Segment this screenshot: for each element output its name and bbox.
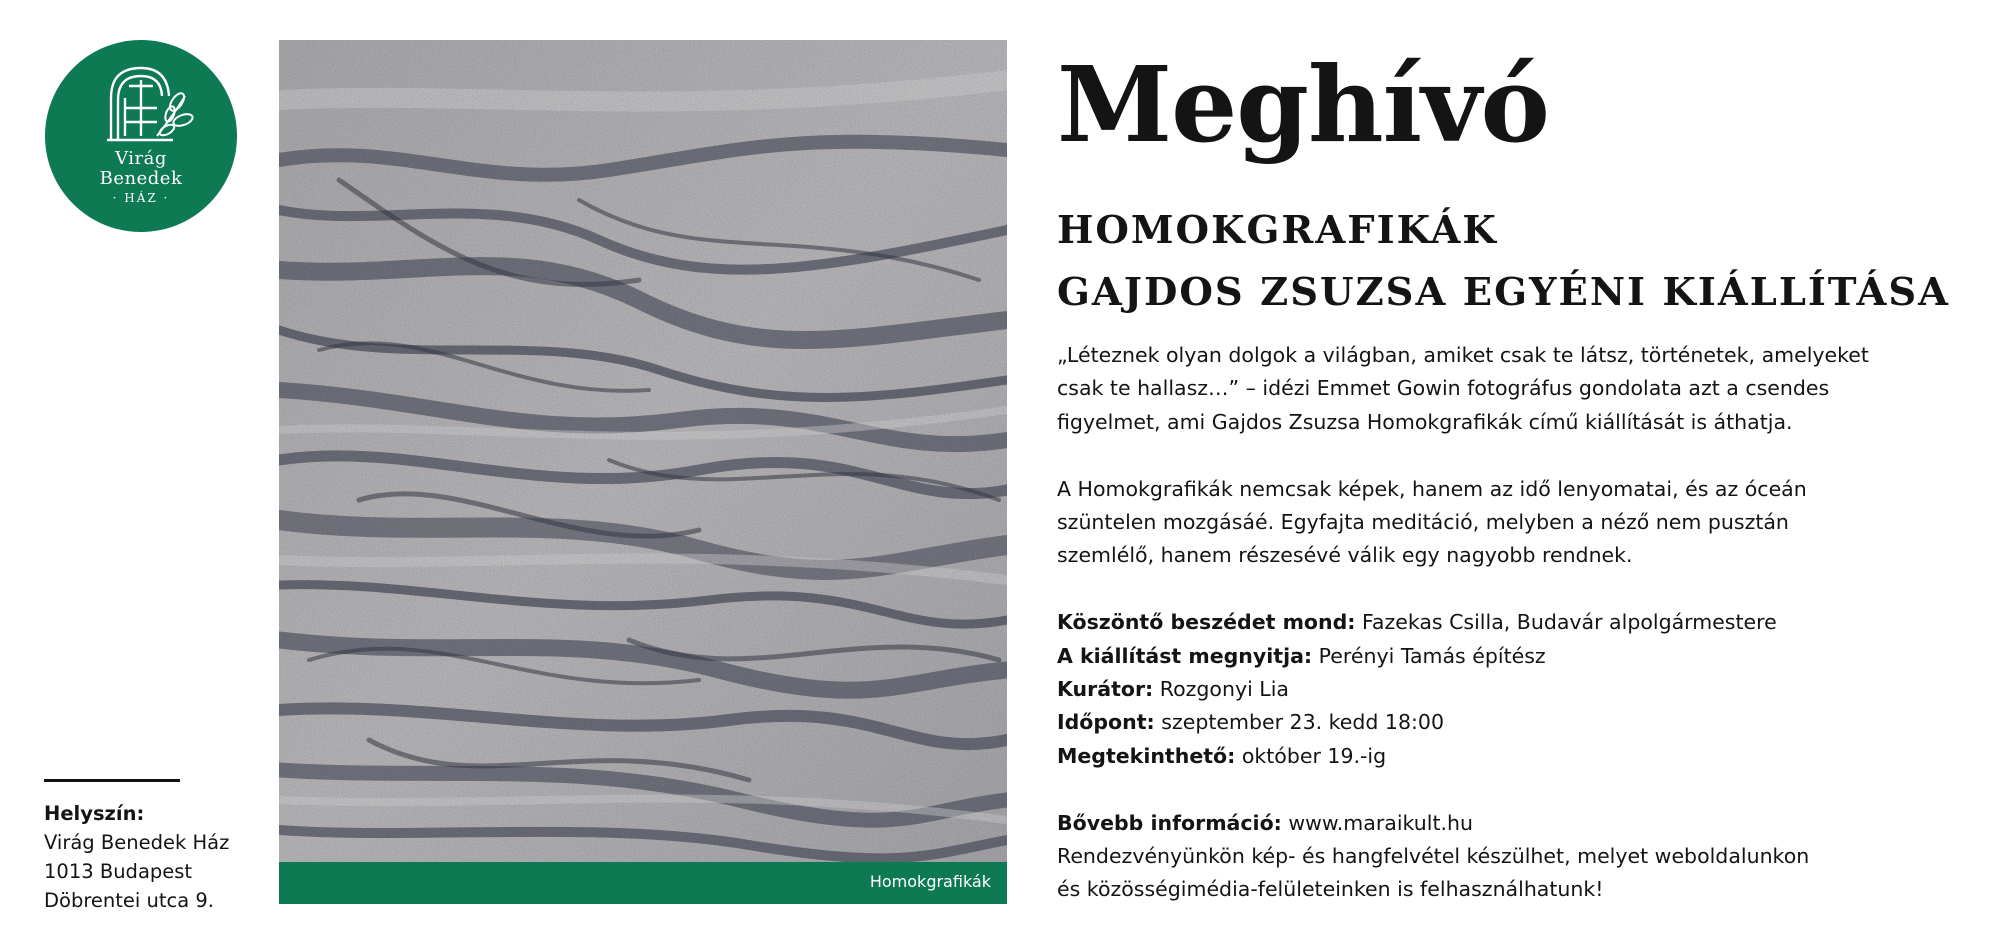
description-line: szemlélő, hanem részesévé válik egy nagyobb rendnek. [1057, 543, 1633, 568]
detail-label: Megtekinthető: [1057, 743, 1236, 768]
exhibition-photo-frame [279, 40, 1007, 904]
venue-label: Helyszín: [44, 802, 145, 825]
more-info-link[interactable]: www.maraikult.hu [1281, 810, 1473, 835]
detail-label: Köszöntő beszédet mond: [1057, 610, 1356, 635]
sand-graphic-photo [279, 40, 1007, 862]
recording-notice-line: és közösségimédia-felületeinken is felhasználhatunk! [1057, 877, 1604, 902]
more-info-label: Bővebb információ: [1057, 810, 1282, 835]
detail-time [1057, 706, 1977, 739]
detail-value: október 19.-ig [1235, 743, 1387, 768]
quote-line: „Léteznek olyan dolgok a világban, amiket csak te látsz, történetek, amelyeket [1057, 343, 1869, 367]
photo-caption: Homokgrafikák [869, 872, 991, 891]
venue-divider [44, 779, 180, 782]
quote-line: csak te hallasz…” – idézi Emmet Gowin fotográfus gondolata azt a csendes [1057, 376, 1830, 401]
logo-line-2: Benedek [99, 168, 183, 189]
venue-street: Döbrentei utca 9. [44, 889, 215, 912]
logo [45, 40, 237, 232]
subtitle-line-1: HOMOKGRAFIKÁK [1057, 208, 1498, 253]
recording-notice-line: Rendezvényünkön kép- és hangfelvétel készülhet, melyet weboldalunkon [1057, 844, 1810, 869]
detail-value: Fazekas Csilla, Budavár alpolgármestere [1355, 610, 1777, 635]
exhibition-subtitle [1057, 200, 1950, 324]
venue-block [44, 799, 244, 915]
detail-label: Időpont: [1057, 710, 1155, 735]
detail-label: Kurátor: [1057, 677, 1154, 702]
detail-value: Perényi Tamás építész [1312, 643, 1546, 668]
page-title: Meghívó [1057, 43, 1549, 166]
venue-city: 1013 Budapest [44, 860, 193, 883]
description-line: szüntelen mozgásáé. Egyfajta meditáció, melyben a néző nem pusztán [1057, 510, 1789, 535]
subtitle-line-2: GAJDOS ZSUZSA EGYÉNI KIÁLLÍTÁSA [1057, 270, 1951, 315]
detail-curator [1057, 673, 1977, 706]
photo-caption-bar [279, 862, 1007, 904]
detail-welcome-speech [1057, 606, 1977, 639]
detail-opening [1057, 640, 1977, 673]
detail-value: Rozgonyi Lia [1153, 677, 1289, 702]
invitation-body [1057, 339, 1977, 907]
detail-viewable [1057, 740, 1977, 773]
quote-line: figyelmet, ami Gajdos Zsuzsa Homokgrafikák című kiállítását is áthatja. [1057, 409, 1793, 434]
detail-value: szeptember 23. kedd 18:00 [1154, 710, 1445, 735]
logo-line-1: Virág [115, 148, 167, 169]
venue-name: Virág Benedek Ház [44, 831, 230, 854]
logo-line-3: · HÁZ · [112, 191, 170, 205]
more-info [1057, 807, 1977, 840]
detail-label: A kiállítást megnyitja: [1057, 643, 1313, 668]
sand-texture-image [279, 40, 1007, 862]
description-line: A Homokgrafikák nemcsak képek, hanem az idő lenyomatai, és az óceán [1057, 476, 1807, 501]
